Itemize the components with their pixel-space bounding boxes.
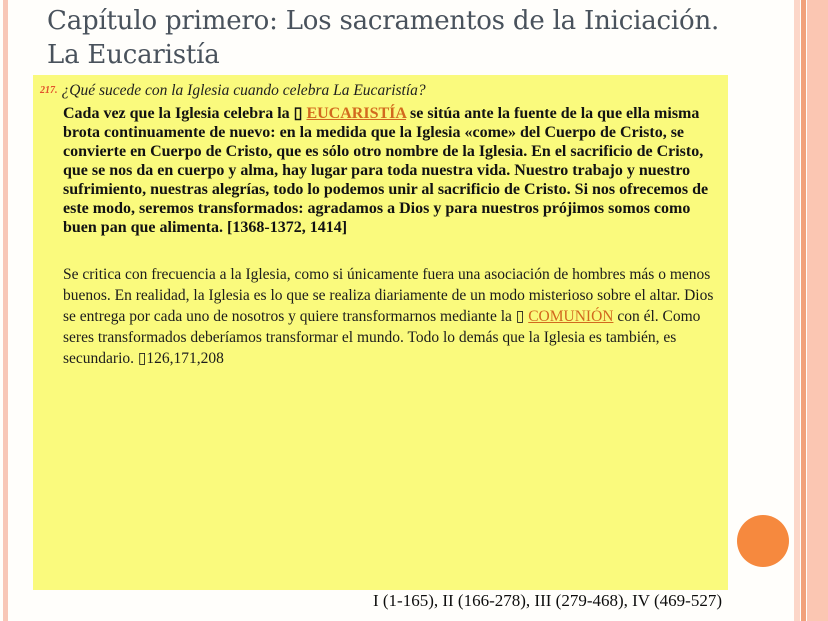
right-edge-stripe-orange <box>801 0 806 621</box>
answer-text-post: se sitúa ante la fuente de la que ella misma brota continuamente de nuevo: en la medida que la Iglesia «come» del Cuerpo de Cristo, se convierte en Cuerpo de Cristo, que es sólo otro nombre de la Iglesia. En el sacrificio de Cristo, que se nos da en cuerpo y alma, hay lugar para toda nuestra vida. Nuestro trabajo y nuestro sufrimiento, nuestras alegrías, todo lo podemos unir al sacrificio de Cristo. Si nos ofrecemos de este modo, seremos transformados: agradamos a Dios y para nuestros prójimos somos como buen pan que alimenta. [1368-1372, 1414] <box>63 105 709 236</box>
eucaristia-link[interactable]: EUCARISTÍA <box>306 105 407 122</box>
slide-title-line-2: La Eucaristía <box>47 40 220 70</box>
slide-title-line-1: Capítulo primero: Los sacramentos de la Iniciación. <box>47 6 720 36</box>
question-row <box>40 82 720 100</box>
content-box <box>33 75 728 590</box>
right-edge-stripe-light <box>794 0 800 621</box>
right-edge-panel <box>807 0 828 621</box>
question-number: 217. <box>40 85 58 96</box>
commentary-text-post: con él. Como seres transformados deberíamos transformar el mundo. Todo lo demás que la Iglesia es también, es secundario. ▯126,171,208 <box>63 308 701 367</box>
left-edge-stripe <box>3 0 8 621</box>
comunion-link[interactable]: COMUNIÓN <box>528 308 614 325</box>
commentary-paragraph <box>63 264 727 369</box>
commentary-text-pre: Se critica con frecuencia a la Iglesia, como si únicamente fuera una asociación de hombres más o menos buenos. En realidad, la Iglesia es lo que se realiza diariamente de un modo misterioso sobre el altar. Dios se entrega por cada uno de nosotros y quiere transformarnos mediante la ▯ <box>63 266 714 325</box>
decorative-circle <box>737 515 789 567</box>
question-text: ¿Qué sucede con la Iglesia cuando celebra La Eucaristía? <box>61 82 426 99</box>
section-index: I (1-165), II (166-278), III (279-468), IV (469-527) <box>372 591 722 610</box>
slide-title <box>47 4 777 72</box>
answer-text-pre: Cada vez que la Iglesia celebra la ▯ <box>63 105 307 122</box>
answer-paragraph <box>63 104 713 237</box>
